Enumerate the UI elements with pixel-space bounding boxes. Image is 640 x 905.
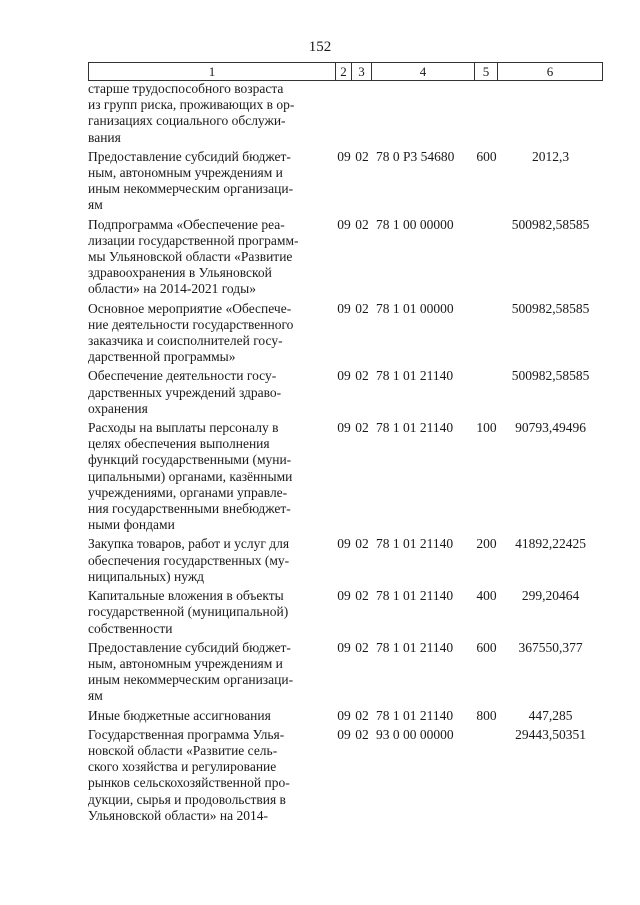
description-line: вания <box>88 129 121 145</box>
subsection-code: 02 <box>355 726 369 742</box>
description-line: заказчика и соисполнителей госу- <box>88 333 283 349</box>
description-line: ям <box>88 688 103 704</box>
subsection-code <box>352 81 372 146</box>
expense-type-code: 600 <box>476 148 497 164</box>
amount-value: 41892,22425 <box>515 536 586 552</box>
amount-value: 500982,58585 <box>511 368 590 384</box>
amount-value: 90793,49496 <box>515 420 586 436</box>
description-line: дукции, сырья и продовольствия в <box>88 791 286 807</box>
description-line: иным некоммерческим организаци- <box>88 672 294 688</box>
expense-type-code <box>475 81 498 146</box>
row-description <box>88 640 336 705</box>
target-article-code: 78 1 01 21140 <box>376 588 454 604</box>
subsection-code: 02 <box>355 300 369 316</box>
row-description <box>88 420 336 533</box>
row-description <box>88 149 336 214</box>
page-number: 152 <box>308 39 332 55</box>
description-line: учреждениями, органами управле- <box>88 484 288 500</box>
description-line: новской области «Развитие сель- <box>88 742 278 758</box>
amount-value: 500982,58585 <box>511 300 590 316</box>
subsection-code: 02 <box>355 216 369 232</box>
target-article-code <box>372 81 475 146</box>
description-line: старше трудоспособного возраста <box>88 81 284 96</box>
description-line: области» на 2014-2021 годы» <box>88 281 256 297</box>
target-article-code: 78 1 01 00000 <box>376 300 454 316</box>
subsection-code: 02 <box>355 536 369 552</box>
description-line: собственности <box>88 620 173 636</box>
row-description <box>88 368 336 417</box>
description-line: Основное мероприятие «Обеспече- <box>88 300 292 316</box>
description-line: Капитальные вложения в объекты <box>88 588 284 604</box>
expense-type-code <box>475 301 498 366</box>
target-article-code: 78 1 00 00000 <box>376 216 454 232</box>
description-line: функций государственными (муни- <box>88 452 292 468</box>
subsection-code: 02 <box>355 707 369 723</box>
target-article-code: 78 1 01 21140 <box>376 536 454 552</box>
row-description <box>88 217 336 298</box>
description-line: Иные бюджетные ассигнования <box>88 707 271 723</box>
section-code: 09 <box>337 368 351 384</box>
subsection-code: 02 <box>355 639 369 655</box>
subsection-code: 02 <box>355 420 369 436</box>
row-description <box>88 708 336 724</box>
row-spacer <box>88 824 603 827</box>
description-line: здравоохранения в Ульяновской <box>88 265 272 281</box>
target-article-code: 78 1 01 21140 <box>376 707 454 723</box>
budget-table <box>88 81 603 827</box>
section-code: 09 <box>337 148 351 164</box>
target-article-code: 78 1 01 21140 <box>376 368 454 384</box>
section-code: 09 <box>337 420 351 436</box>
row-description <box>88 588 336 637</box>
section-code <box>336 81 352 146</box>
subsection-code: 02 <box>355 368 369 384</box>
description-line: мы Ульяновской области «Развитие <box>88 249 293 265</box>
description-line: ние деятельности государственного <box>88 316 294 332</box>
expense-type-code: 800 <box>476 707 497 723</box>
description-line: охранения <box>88 400 148 416</box>
description-line: Государственная программа Улья- <box>88 726 285 742</box>
description-line: ным, автономным учреждениям и <box>88 165 283 181</box>
amount-value: 500982,58585 <box>511 216 590 232</box>
table-header <box>88 62 603 81</box>
description-line: Обеспечение деятельности госу- <box>88 368 277 384</box>
description-line: ципальными) органами, казёнными <box>88 468 293 484</box>
amount-value: 447,285 <box>528 707 573 723</box>
description-line: Предоставление субсидий бюджет- <box>88 639 291 655</box>
description-line: ганизациях социального обслужи- <box>88 113 286 129</box>
target-article-code: 78 1 01 21140 <box>376 639 454 655</box>
target-article-code: 78 1 01 21140 <box>376 420 454 436</box>
subsection-code: 02 <box>355 588 369 604</box>
expense-type-code: 200 <box>476 536 497 552</box>
row-description <box>88 727 336 824</box>
section-code: 09 <box>337 588 351 604</box>
expense-type-code <box>475 368 498 417</box>
column-header-6: 6 <box>498 62 603 81</box>
section-code: 09 <box>337 300 351 316</box>
section-code: 09 <box>337 639 351 655</box>
expense-type-code <box>475 217 498 298</box>
row-description <box>88 536 336 585</box>
column-header-3: 3 <box>352 62 372 81</box>
description-line: государственной (муниципальной) <box>88 604 289 620</box>
amount-value: 299,20464 <box>521 588 580 604</box>
description-line: Ульяновской области» на 2014- <box>88 807 268 823</box>
section-code: 09 <box>337 726 351 742</box>
description-line: Предоставление субсидий бюджет- <box>88 148 291 164</box>
description-line: дарственной программы» <box>88 349 236 365</box>
description-line: ниципальных) нужд <box>88 568 205 584</box>
row-description <box>88 301 336 366</box>
expense-type-code <box>475 727 498 824</box>
amount-value: 2012,3 <box>531 148 570 164</box>
description-line: лизации государственной программ- <box>88 232 299 248</box>
column-header-2: 2 <box>336 62 352 81</box>
section-code: 09 <box>337 707 351 723</box>
description-line: иным некоммерческим организаци- <box>88 181 294 197</box>
description-line: Расходы на выплаты персоналу в <box>88 420 279 436</box>
description-line: из групп риска, проживающих в ор- <box>88 97 295 113</box>
expense-type-code: 100 <box>476 420 497 436</box>
amount-value: 29443,50351 <box>515 726 586 742</box>
description-line: Закупка товаров, работ и услуг для <box>88 536 290 552</box>
description-line: ния государственными внебюджет- <box>88 501 291 517</box>
description-line: целях обеспечения выполнения <box>88 436 270 452</box>
description-line: ным, автономным учреждениям и <box>88 655 283 671</box>
description-line: ского хозяйства и регулирование <box>88 759 277 775</box>
section-code: 09 <box>337 216 351 232</box>
section-code: 09 <box>337 536 351 552</box>
description-line: дарственных учреждений здраво- <box>88 384 282 400</box>
description-line: рынков сельскохозяйственной про- <box>88 775 290 791</box>
expense-type-code: 400 <box>476 588 497 604</box>
description-line: обеспечения государственных (му- <box>88 552 290 568</box>
target-article-code: 93 0 00 00000 <box>376 726 454 742</box>
column-header-5: 5 <box>475 62 498 81</box>
description-line: ям <box>88 197 103 213</box>
amount-value: 367550,377 <box>518 639 583 655</box>
description-line: Подпрограмма «Обеспечение реа- <box>88 216 285 232</box>
column-header-1: 1 <box>88 62 336 81</box>
column-header-4: 4 <box>372 62 475 81</box>
subsection-code: 02 <box>355 148 369 164</box>
expense-type-code: 600 <box>476 639 497 655</box>
description-line: ными фондами <box>88 517 175 533</box>
target-article-code: 78 0 Р3 54680 <box>376 148 455 164</box>
row-description <box>88 81 336 146</box>
amount-value <box>498 81 603 146</box>
